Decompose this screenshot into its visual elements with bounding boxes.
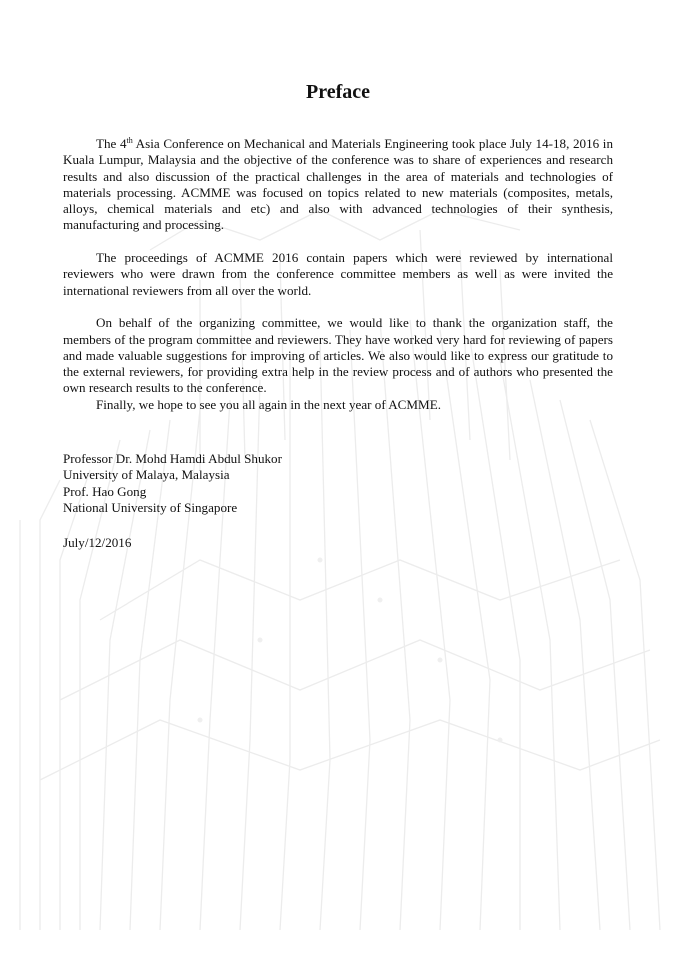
signature-block: [63, 451, 613, 517]
paragraph-proceedings: The proceedings of ACMME 2016 contain papers which were reviewed by international reviewers who were drawn from the conference committee members as well as were invited the international reviewers from all over the world.: [63, 250, 613, 298]
paragraph-spacer: [63, 234, 613, 250]
signatory-affiliation-2: National University of Singapore: [63, 500, 238, 516]
paragraph-acknowledgement: On behalf of the organizing committee, we would like to thank the organization staff, the members of the program committee and reviewers. They have worked very hard for reviewing of papers and made valuable suggestions for improving of articles. We also would like to express our gratitude to the external reviewers, for providing extra help in the review process and of authors who presented the own research results to the conference.: [63, 315, 613, 396]
ordinal-superscript: th: [126, 136, 133, 145]
signatory-affiliation-1: University of Malaya, Malaysia: [63, 467, 230, 483]
paragraph-intro: [63, 136, 613, 234]
signatory-name-1: Professor Dr. Mohd Hamdi Abdul Shukor: [63, 451, 282, 466]
paragraph-intro-rest: Asia Conference on Mechanical and Materials Engineering took place July 14-18, 2016 in Kuala Lumpur, Malaysia and the objective of the conference was to share of experiences and research results and also discussion of the practical challenges in the area of materials and technologies of materials processing. ACMME was focused on topics related to new materials (composites, metals, alloys, chemical materials and etc) and also with advanced technologies of their synthesis, manufacturing and processing.: [63, 136, 613, 233]
document-date: July/12/2016: [63, 535, 132, 550]
paragraph-intro-start: The 4: [96, 136, 127, 151]
signatory-name-2: Prof. Hao Gong: [63, 483, 147, 499]
page-title: Preface: [305, 81, 371, 103]
paragraph-closing: Finally, we hope to see you all again in the next year of ACMME.: [96, 396, 441, 412]
paragraph-spacer: [63, 299, 613, 315]
preface-body: [63, 136, 613, 413]
